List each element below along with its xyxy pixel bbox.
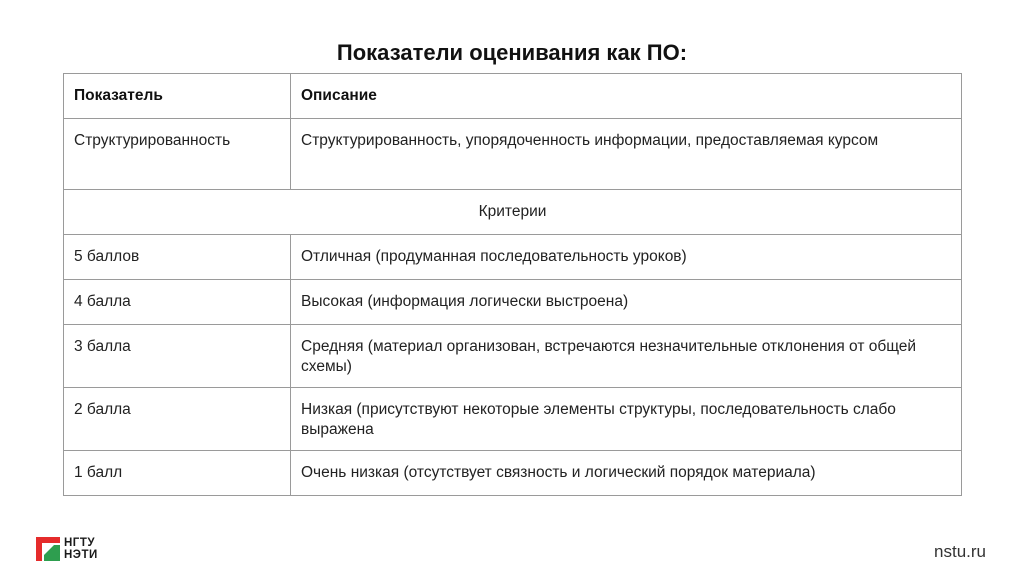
site-url: nstu.ru — [934, 542, 986, 561]
logo-line-2: НЭТИ — [64, 549, 98, 561]
table-row — [64, 451, 962, 496]
criterion-description: Очень низкая (отсутствует связность и логический порядок материала) — [291, 451, 962, 496]
table-header-row — [64, 74, 962, 119]
criterion-score: 4 балла — [64, 280, 291, 325]
criterion-score: 1 балл — [64, 451, 291, 496]
indicator-description: Структурированность, упорядоченность информации, предоставляемая курсом — [291, 119, 962, 190]
criteria-heading-row — [64, 190, 962, 235]
page-title: Показатели оценивания как ПО: — [336, 40, 688, 65]
table-row — [64, 119, 962, 190]
criterion-score: 2 балла — [64, 388, 291, 451]
table-row — [64, 388, 962, 451]
table-row — [64, 280, 962, 325]
indicator-name: Структурированность — [64, 119, 291, 190]
criterion-score: 5 баллов — [64, 235, 291, 280]
criterion-description: Высокая (информация логически выстроена) — [291, 280, 962, 325]
nstu-logo-icon — [36, 537, 60, 561]
criterion-description: Низкая (присутствуют некоторые элементы структуры, последовательность слабо выражена — [291, 388, 962, 451]
header-description: Описание — [291, 74, 962, 119]
header-indicator: Показатель — [64, 74, 291, 119]
table-row — [64, 235, 962, 280]
logo-line-1: НГТУ — [64, 537, 96, 549]
criterion-description: Отличная (продуманная последовательность уроков) — [291, 235, 962, 280]
logo-text — [64, 537, 98, 561]
criteria-table — [63, 73, 962, 496]
nstu-logo — [36, 537, 126, 563]
table-row — [64, 325, 962, 388]
criterion-score: 3 балла — [64, 325, 291, 388]
criteria-heading: Критерии — [64, 190, 962, 235]
criterion-description: Средняя (материал организован, встречаются незначительные отклонения от общей схемы) — [291, 325, 962, 388]
